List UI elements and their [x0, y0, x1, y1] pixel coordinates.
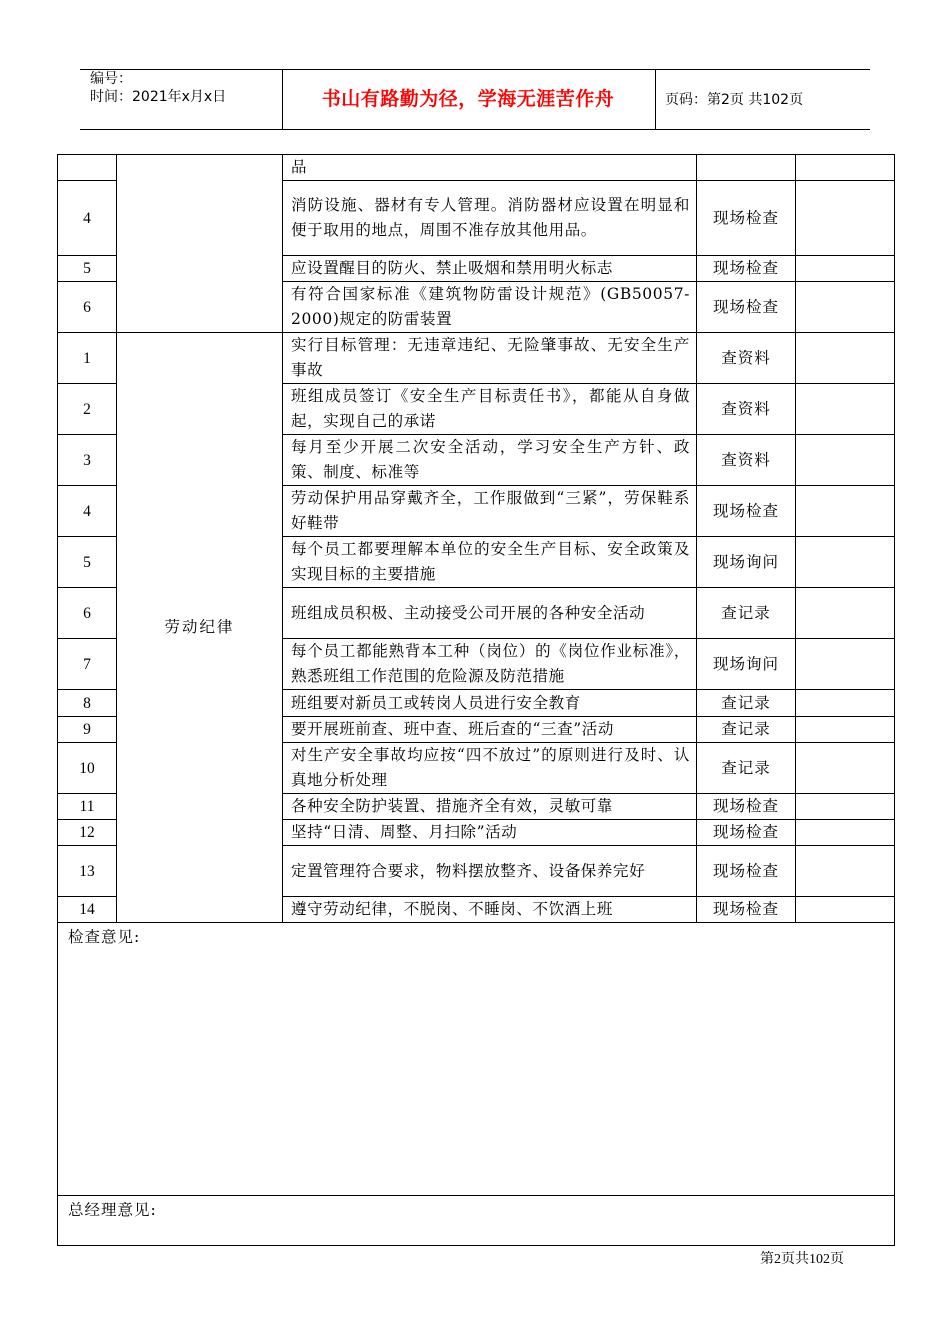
row-content: 每个员工都要理解本单位的安全生产目标、安全政策及实现目标的主要措施 — [283, 537, 697, 588]
row-result — [796, 717, 895, 743]
row-number: 4 — [58, 181, 117, 256]
row-content: 定置管理符合要求，物料摆放整齐、设备保养完好 — [283, 846, 697, 897]
row-number: 2 — [58, 384, 117, 435]
row-method: 现场询问 — [697, 537, 796, 588]
row-content: 劳动保护用品穿戴齐全，工作服做到“三紧”，劳保鞋系好鞋带 — [283, 486, 697, 537]
row-method: 现场检查 — [697, 846, 796, 897]
row-number: 13 — [58, 846, 117, 897]
header-page-info: 页码：第2页 共102页 — [665, 92, 804, 108]
row-method: 现场检查 — [697, 256, 796, 282]
row-method: 查记录 — [697, 690, 796, 717]
row-number: 4 — [58, 486, 117, 537]
row-method: 查资料 — [697, 384, 796, 435]
row-content: 要开展班前查、班中查、班后查的“三查”活动 — [283, 717, 697, 743]
row-number: 3 — [58, 435, 117, 486]
row-result — [796, 435, 895, 486]
row-content: 有符合国家标准《建筑物防雷设计规范》(GB50057-2000)规定的防雷装置 — [283, 282, 697, 333]
row-number: 5 — [58, 256, 117, 282]
row-number: 7 — [58, 639, 117, 690]
row-content: 坚持“日清、周整、月扫除”活动 — [283, 820, 697, 846]
row-method: 查资料 — [697, 333, 796, 384]
row-result — [796, 333, 895, 384]
section-category-labor-discipline: 劳动纪律 — [117, 333, 283, 923]
row-result — [796, 537, 895, 588]
row-result — [796, 897, 895, 923]
section-category-cell — [117, 155, 283, 333]
row-method: 现场检查 — [697, 282, 796, 333]
row-method: 现场询问 — [697, 639, 796, 690]
row-method: 现场检查 — [697, 794, 796, 820]
header-motto: 书山有路勤为径，学海无涯苦作舟 — [321, 88, 615, 110]
row-method: 现场检查 — [697, 820, 796, 846]
row-content: 对生产安全事故均应按“四不放过”的原则进行及时、认真地分析处理 — [283, 743, 697, 794]
row-number: 11 — [58, 794, 117, 820]
row-result — [796, 588, 895, 639]
row-number: 1 — [58, 333, 117, 384]
table-row — [58, 333, 895, 384]
manager-opinion-label: 总经理意见: — [58, 1196, 895, 1246]
header-divider-right — [655, 69, 656, 129]
row-content: 各种安全防护装置、措施齐全有效，灵敏可靠 — [283, 794, 697, 820]
document-number-label: 编号： — [90, 71, 132, 87]
row-result — [796, 743, 895, 794]
row-content: 品 — [283, 155, 697, 181]
row-content: 每月至少开展二次安全活动，学习安全生产方针、政策、制度、标准等 — [283, 435, 697, 486]
row-content: 实行目标管理：无违章违纪、无险肇事故、无安全生产事故 — [283, 333, 697, 384]
row-method: 查资料 — [697, 435, 796, 486]
row-method: 现场检查 — [697, 486, 796, 537]
row-number: 5 — [58, 537, 117, 588]
row-result — [796, 155, 895, 181]
footer-page-info: 第2页共102页 — [760, 1252, 844, 1267]
row-number: 14 — [58, 897, 117, 923]
row-method: 查记录 — [697, 588, 796, 639]
row-content: 班组成员签订《安全生产目标责任书》，都能从自身做起，实现自己的承诺 — [283, 384, 697, 435]
row-method — [697, 155, 796, 181]
row-result — [796, 282, 895, 333]
row-number: 10 — [58, 743, 117, 794]
row-method: 现场检查 — [697, 181, 796, 256]
inspection-opinion-label: 检查意见: — [58, 923, 895, 1196]
row-result — [796, 486, 895, 537]
row-result — [796, 639, 895, 690]
row-content: 遵守劳动纪律，不脱岗、不睡岗、不饮酒上班 — [283, 897, 697, 923]
row-method: 查记录 — [697, 717, 796, 743]
row-result — [796, 181, 895, 256]
row-result — [796, 820, 895, 846]
row-result — [796, 794, 895, 820]
manager-opinion-row — [58, 1196, 895, 1246]
row-result — [796, 256, 895, 282]
row-content: 班组成员积极、主动接受公司开展的各种安全活动 — [283, 588, 697, 639]
row-number: 12 — [58, 820, 117, 846]
header-bottom-rule — [80, 129, 870, 130]
row-number — [58, 155, 117, 181]
row-content: 消防设施、器材有专人管理。消防器材应设置在明显和便于取用的地点，周围不准存放其他用品。 — [283, 181, 697, 256]
row-number: 8 — [58, 690, 117, 717]
row-method: 查记录 — [697, 743, 796, 794]
row-number: 9 — [58, 717, 117, 743]
row-number: 6 — [58, 282, 117, 333]
row-content: 每个员工都能熟背本工种（岗位）的《岗位作业标准》，熟悉班组工作范围的危险源及防范措施 — [283, 639, 697, 690]
row-result — [796, 690, 895, 717]
document-time-label: 时间：2021年x月x日 — [90, 89, 227, 105]
safety-checklist-table — [57, 154, 895, 1246]
row-result — [796, 846, 895, 897]
row-content: 应设置醒目的防火、禁止吸烟和禁用明火标志 — [283, 256, 697, 282]
row-method: 现场检查 — [697, 897, 796, 923]
row-number: 6 — [58, 588, 117, 639]
row-content: 班组要对新员工或转岗人员进行安全教育 — [283, 690, 697, 717]
inspection-opinion-row — [58, 923, 895, 1196]
table-row — [58, 155, 895, 181]
row-result — [796, 384, 895, 435]
header-meta — [90, 70, 226, 106]
